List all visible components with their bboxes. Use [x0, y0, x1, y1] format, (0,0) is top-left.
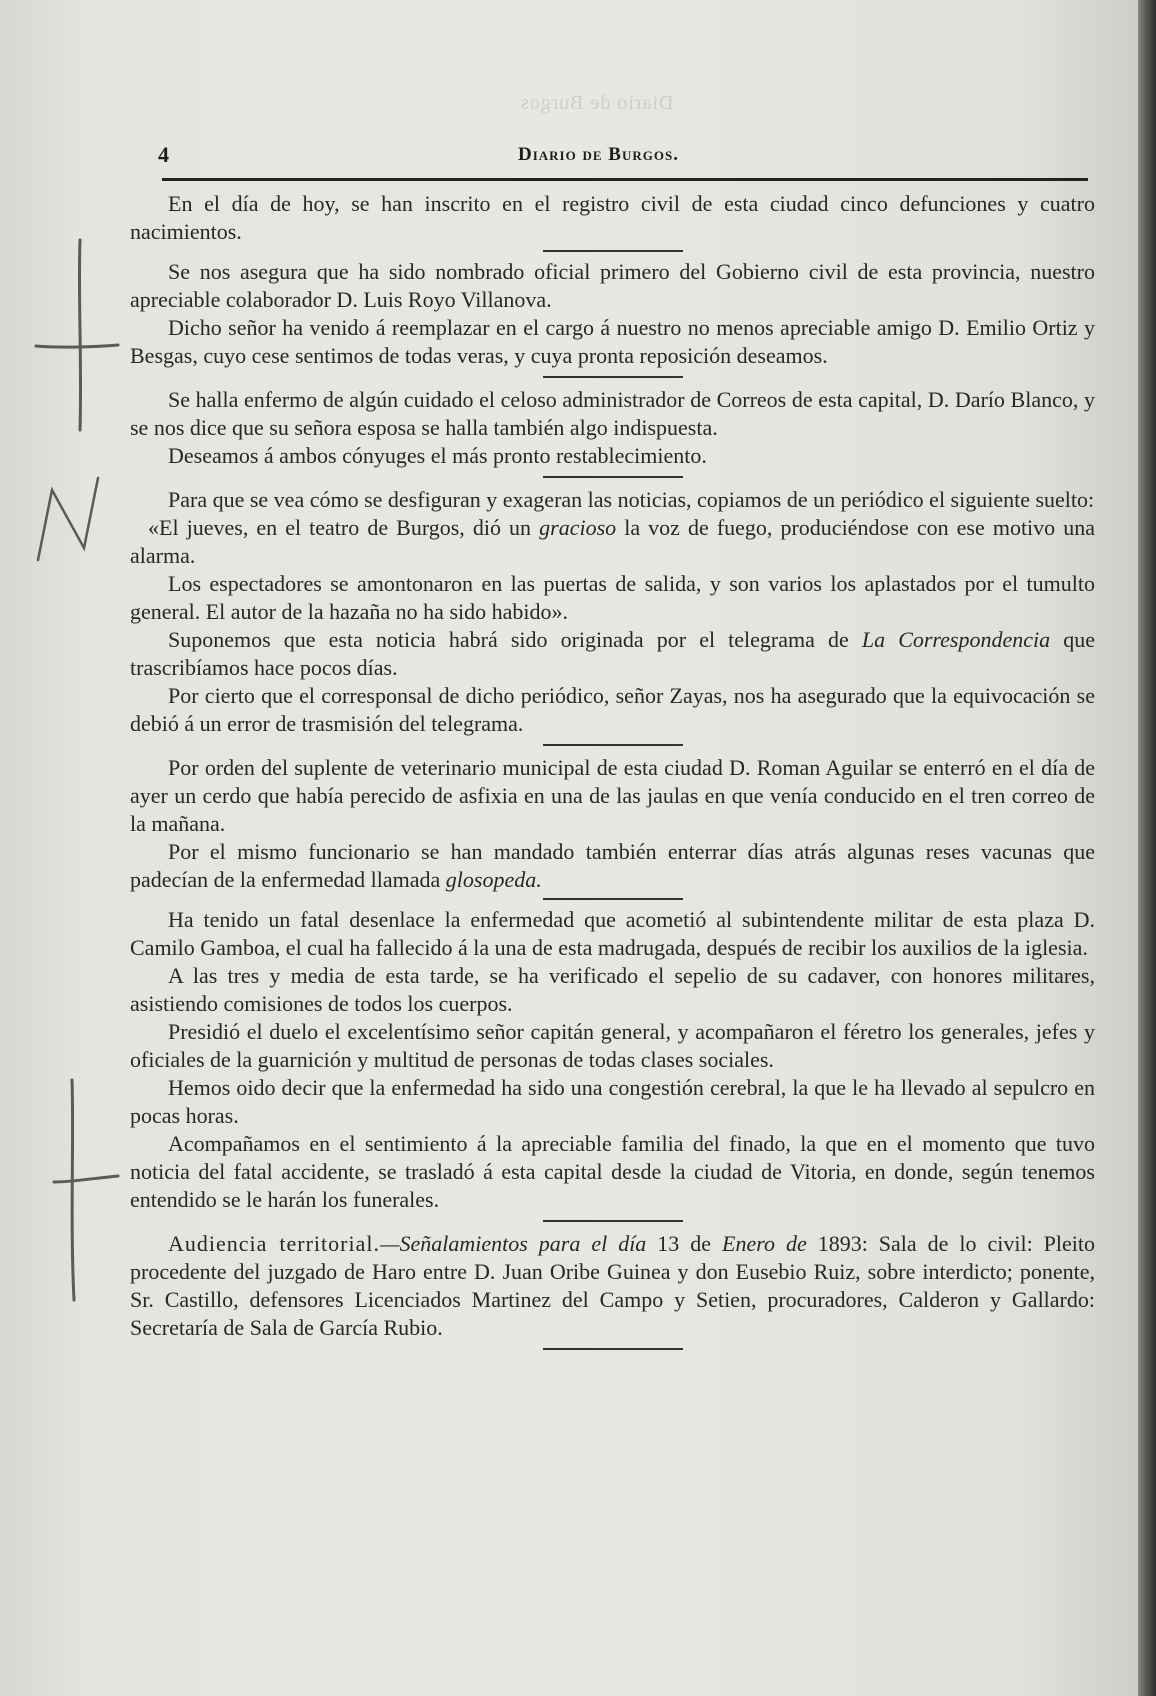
paragraph: Audiencia territorial.—Señalamientos para el día 13 de Enero de 1893: Sala de lo civil: Pleito procedente del juzgado de Haro entre D. Juan Oribe Guinea y don Eusebio Ruiz, sobre interdicto; ponente, Sr. Castillo, defensores Licenciados Martinez del Campo y Setien, procuradores, Calderon y Gallardo: Secretaría de Sala de García Rubio.: [130, 1231, 1095, 1340]
section-heading: Audiencia territorial.: [168, 1231, 380, 1256]
news-item-administrador-correos: [130, 386, 1095, 470]
paragraph: A las tres y media de esta tarde, se ha verificado el sepelio de su cadaver, con honores militares, asistiendo comisiones de todos los cuerpos.: [130, 963, 1095, 1016]
pencil-cross-mark: [54, 1176, 118, 1182]
news-item-nombramiento: [130, 258, 1095, 370]
paragraph: Por orden del suplente de veterinario municipal de esta ciudad D. Roman Aguilar se enterró en el día de ayer un cerdo que había perecido de asfixia en una de las jaulas en que venía conducido en el tren correo de la mañana.: [130, 755, 1095, 836]
news-item-veterinario: [130, 754, 1095, 894]
paragraph: Se nos asegura que ha sido nombrado oficial primero del Gobierno civil de esta provincia, nuestro apreciable colaborador D. Luis Royo Villanova.: [130, 259, 1095, 312]
news-item-falsa-alarma: [130, 486, 1095, 738]
page-number: 4: [158, 142, 169, 167]
paragraph: En el día de hoy, se han inscrito en el registro civil de esta ciudad cinco defunciones y cuatro nacimientos.: [130, 191, 1095, 244]
paragraph: Se halla enfermo de algún cuidado el celoso administrador de Correos de esta capital, D. Darío Blanco, y se nos dice que su señora esposa se halla también algo indispuesta.: [130, 387, 1095, 440]
quoted-paragraph: Los espectadores se amontonaron en las puertas de salida, y son varios los aplastados por el tumulto general. El autor de la hazaña no ha sido habido».: [130, 571, 1095, 624]
newspaper-name: La Correspondencia: [861, 627, 1051, 652]
paragraph: Presidió el duelo el excelentísimo señor capitán general, y acompañaron el féretro los generales, jefes y oficiales de la guarnición y multitud de personas de todas clases sociales.: [130, 1019, 1095, 1072]
news-item-registro-civil: [130, 190, 1095, 246]
separator-rule: [543, 1348, 683, 1350]
page-header: [158, 142, 1038, 172]
pencil-letter-mark: [38, 478, 98, 560]
paragraph: Ha tenido un fatal desenlace la enfermedad que acometió al subintendente militar de esta plaza D. Camilo Gamboa, el cual ha fallecido á la una de esta madrugada, después de recibir los auxilios de la iglesia.: [130, 907, 1095, 960]
separator-rule: [543, 250, 683, 252]
separator-rule: [543, 376, 683, 378]
news-item-audiencia: [130, 1230, 1095, 1342]
separator-rule: [543, 744, 683, 746]
paragraph: Para que se vea cómo se desfiguran y exageran las noticias, copiamos de un periódico el siguiente suelto:: [168, 487, 1095, 512]
newspaper-title: Diario de Burgos.: [518, 144, 679, 165]
paragraph: Deseamos á ambos cónyuges el más pronto restablecimiento.: [168, 443, 707, 468]
separator-rule: [543, 898, 683, 900]
paragraph: Hemos oido decir que la enfermedad ha sido una congestión cerebral, la que le ha llevado al sepulcro en pocas horas.: [130, 1075, 1095, 1128]
disease-name: glosopeda.: [445, 867, 542, 892]
paragraph: Por el mismo funcionario se han mandado también enterrar días atrás algunas reses vacunas que padecían de la enfermedad llamada glosopeda.: [130, 839, 1095, 892]
news-item-necrologia: [130, 906, 1095, 1214]
quoted-paragraph: «El jueves, en el teatro de Burgos, dió un gracioso la voz de fuego, produciéndose con ese motivo una alarma.: [130, 515, 1095, 568]
paragraph: Dicho señor ha venido á reemplazar en el cargo á nuestro no menos apreciable amigo D. Emilio Ortiz y Besgas, cuyo cese sentimos de todas veras, y cuya pronta reposición deseamos.: [130, 315, 1095, 368]
bleed-through-text: Diario de Burgos: [520, 92, 674, 114]
italic-word: gracioso: [539, 515, 617, 540]
separator-rule: [543, 1220, 683, 1222]
article-column: [130, 190, 1095, 1610]
paragraph: Suponemos que esta noticia habrá sido originada por el telegrama de La Correspondencia que trascribíamos hace pocos días.: [130, 627, 1096, 680]
paragraph: Por cierto que el corresponsal de dicho periódico, señor Zayas, nos ha asegurado que la equivocación se debió á un error de trasmisión del telegrama.: [130, 683, 1095, 736]
pencil-cross-mark: [72, 1080, 74, 1300]
paragraph: Acompañamos en el sentimiento á la apreciable familia del finado, la que en el momento que tuvo noticia del fatal accidente, se trasladó á esta capital desde la ciudad de Vitoria, en donde, según tenemos entendido se le harán los funerales.: [130, 1131, 1095, 1212]
book-spine-shadow: [1138, 0, 1156, 1696]
header-rule: [162, 178, 1088, 181]
separator-rule: [543, 476, 683, 478]
pencil-cross-mark: [36, 345, 118, 347]
pencil-cross-mark: [79, 240, 80, 430]
